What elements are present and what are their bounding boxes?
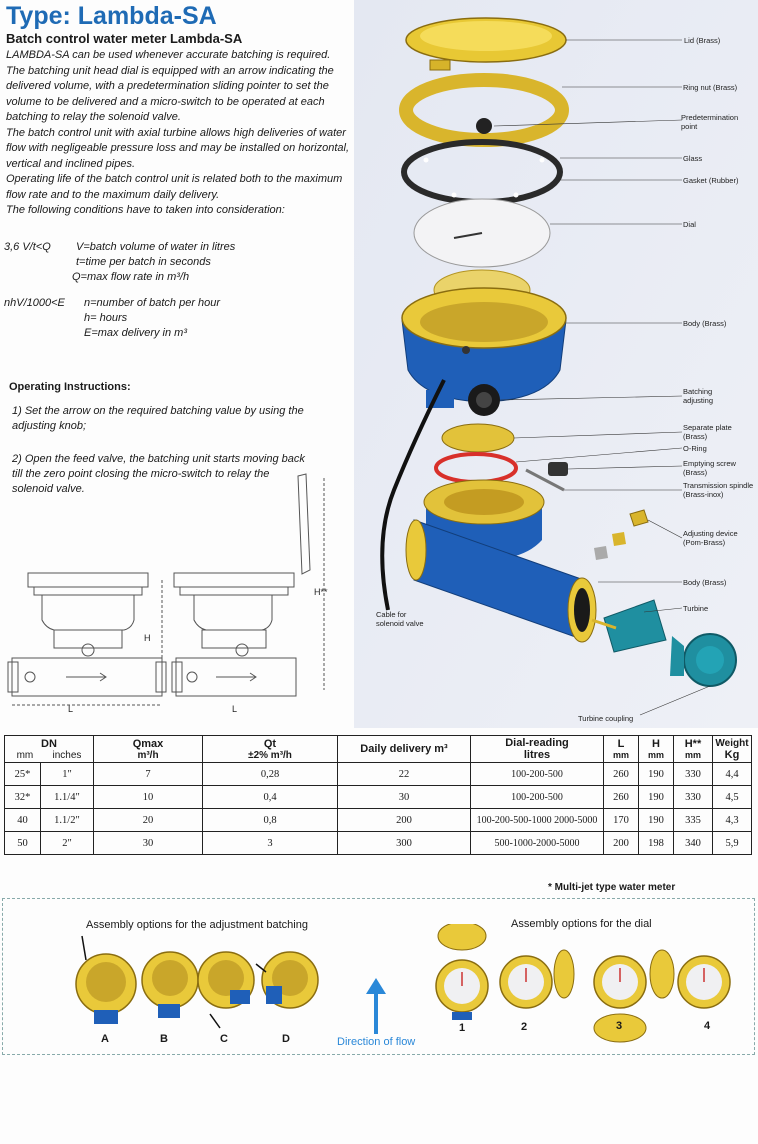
part-label-ring-nut: Ring nut (Brass) (683, 83, 738, 92)
adjustment-option-label: D (282, 1033, 290, 1045)
operating-title: Operating Instructions: (9, 381, 131, 393)
dial-option-label: 4 (704, 1020, 711, 1032)
intro-text (6, 48, 356, 219)
technical-drawing (6, 470, 346, 720)
table-cell-h: 190 (639, 786, 674, 809)
col-qt-unit: ±2% m³/h (248, 749, 292, 761)
adjustment-option-label: C (220, 1033, 228, 1045)
table-cell-mm: 50 (5, 832, 41, 855)
col-dn-inches: inches (52, 749, 82, 761)
flow-arrow (366, 978, 386, 1034)
table-cell-mm: 32* (5, 786, 41, 809)
formula-2-def: n=number of batch per hour (84, 297, 221, 309)
adjustment-option-label: A (101, 1033, 109, 1045)
drawing-label-h-star: H** (314, 587, 328, 597)
table-cell-kg: 4,4 (713, 763, 752, 786)
part-label-transmission: Transmission spindle (Brass-inox) (683, 481, 754, 499)
table-row (5, 832, 752, 855)
spec-table (4, 735, 752, 855)
col-h-label: H (652, 738, 660, 750)
part-label-glass: Glass (683, 154, 703, 163)
adjustment-option-d (256, 952, 318, 1008)
col-dn (5, 736, 94, 763)
table-cell-hh: 330 (674, 786, 713, 809)
table-cell-qmax: 30 (94, 832, 203, 855)
assembly-options-illustration (60, 924, 740, 1044)
part-label-batching: Batching adjusting (683, 387, 714, 405)
table-cell-h: 190 (639, 809, 674, 832)
drawing-label-l: L (232, 704, 238, 714)
col-dn-mm: mm (16, 749, 34, 761)
part-label-separate-plate: Separate plate (Brass) (683, 423, 732, 441)
dial-option-label: 3 (616, 1020, 623, 1032)
col-h (639, 736, 674, 763)
table-cell-mm: 25* (5, 763, 41, 786)
dial-options-title: Assembly options for the dial (511, 918, 652, 930)
table-cell-hh: 335 (674, 809, 713, 832)
dial-option-2 (500, 950, 574, 1008)
col-hh (674, 736, 713, 763)
col-l (604, 736, 639, 763)
formula-1-def: V=batch volume of water in litres (76, 241, 236, 253)
intro-paragraph: Operating life of the batch control unit is related both to the maximum flow rate and to the maximum daily delivery. (6, 173, 343, 201)
drawing-label-l: L (68, 704, 74, 714)
table-cell-daily: 22 (338, 763, 471, 786)
table-cell-h: 198 (639, 832, 674, 855)
part-label-turbine: Turbine (683, 604, 709, 613)
table-cell-h: 190 (639, 763, 674, 786)
col-qt-label: Qt (263, 737, 277, 750)
drawing-label-h: H (144, 633, 151, 643)
dial-option-label: 2 (521, 1021, 528, 1033)
part-label-dial: Dial (683, 220, 696, 229)
intro-paragraph: The batch control unit with axial turbine allows high deliveries of water flow with negligeable pressure loss and may be installed on horizontal, vertical and inclined pipes. (6, 126, 350, 170)
table-cell-kg: 4,5 (713, 786, 752, 809)
col-h-unit: mm (647, 750, 664, 760)
col-l-unit: mm (612, 750, 629, 760)
table-cell-inches: 1.1/2" (40, 809, 93, 832)
part-label-adjusting-device: Adjusting device (Pom-Brass) (683, 529, 738, 547)
table-header-row (5, 736, 752, 763)
table-note: * Multi-jet type water meter (548, 882, 676, 893)
table-cell-qt: 0,8 (203, 809, 338, 832)
formula-1-def: t=time per batch in seconds (76, 256, 211, 268)
formula-2-expr: nhV/1000<E (4, 297, 65, 309)
intro-paragraph: LAMBDA-SA can be used whenever accurate batching is required. (6, 49, 331, 61)
col-dn-label: DN (41, 737, 57, 750)
dial-option-4 (650, 950, 730, 1008)
table-cell-l: 170 (604, 809, 639, 832)
table-row (5, 786, 752, 809)
part-label-body-top: Body (Brass) (683, 319, 727, 328)
col-dial-unit: litres (523, 749, 551, 761)
part-label-lid: Lid (Brass) (684, 36, 721, 45)
table-cell-qt: 3 (203, 832, 338, 855)
table-cell-kg: 5,9 (713, 832, 752, 855)
table-cell-mm: 40 (5, 809, 41, 832)
col-dial-label: Dial-reading (505, 737, 569, 749)
col-qmax-label: Qmax (132, 737, 164, 750)
part-label-body-bottom: Body (Brass) (683, 578, 727, 587)
flow-direction-label: Direction of flow (337, 1036, 416, 1048)
formula-2-def: h= hours (84, 312, 128, 324)
table-cell-daily: 30 (338, 786, 471, 809)
table-cell-qmax: 7 (94, 763, 203, 786)
table-cell-inches: 1.1/4" (40, 786, 93, 809)
col-weight-unit: Kg (724, 748, 740, 761)
col-daily-label: Daily delivery m³ (360, 743, 448, 755)
table-cell-inches: 1" (40, 763, 93, 786)
col-qmax-unit: m³/h (137, 749, 159, 761)
table-cell-qmax: 10 (94, 786, 203, 809)
adjustment-option-label: B (160, 1033, 168, 1045)
table-cell-hh: 330 (674, 763, 713, 786)
table-cell-inches: 2" (40, 832, 93, 855)
col-weight (713, 736, 752, 763)
table-cell-l: 260 (604, 763, 639, 786)
col-hh-unit: mm (684, 750, 701, 760)
col-qmax (94, 736, 203, 763)
adjustment-option-a (76, 936, 136, 1024)
col-daily (338, 736, 471, 763)
table-cell-dial: 100-200-500 (471, 786, 604, 809)
table-cell-dial: 100-200-500-1000 2000-5000 (471, 809, 604, 832)
table-cell-l: 200 (604, 832, 639, 855)
col-weight-label: Weight (715, 737, 749, 749)
page-title: Type: Lambda-SA (6, 2, 217, 30)
table-row (5, 763, 752, 786)
part-label-predetermination: Predetermination point (681, 113, 739, 131)
intro-paragraph: The following conditions have to taken into consideration: (6, 204, 285, 216)
dial-option-label: 1 (459, 1022, 466, 1034)
part-label-cable: Cable for solenoid valve (376, 610, 424, 628)
part-label-o-ring: O-Ring (683, 444, 707, 453)
col-hh-label: H** (684, 738, 702, 750)
formula-1-def: Q=max flow rate in m³/h (72, 271, 190, 283)
col-dial (471, 736, 604, 763)
page-subtitle: Batch control water meter Lambda-SA (6, 31, 243, 46)
col-qt (203, 736, 338, 763)
table-cell-l: 260 (604, 786, 639, 809)
part-label-emptying-screw: Emptying screw (Brass) (683, 459, 736, 477)
table-cell-hh: 340 (674, 832, 713, 855)
adjustment-option-c (198, 952, 254, 1028)
adjustment-options-title: Assembly options for the adjustment batching (86, 919, 308, 931)
table-cell-daily: 300 (338, 832, 471, 855)
table-cell-kg: 4,3 (713, 809, 752, 832)
formula-1-expr: 3,6 V/t<Q (4, 241, 51, 253)
dial-option-1 (436, 924, 488, 1020)
table-cell-dial: 100-200-500 (471, 763, 604, 786)
operating-step-2: 2) Open the feed valve, the batching unit starts moving back till the zero point closing the micro-switch to relay the solenoid valve. (12, 453, 305, 495)
table-row (5, 809, 752, 832)
table-cell-qt: 0,28 (203, 763, 338, 786)
adjustment-option-b (142, 952, 198, 1018)
intro-paragraph: The batching unit head dial is equipped with an arrow indicating the delivered volume, with a predetermination sliding pointer to set the volume to be delivered and a micro-switch to be operated at each batching to relay the solenoid valve. (6, 64, 334, 123)
operating-step-1: 1) Set the arrow on the required batching value by using the adjusting knob; (12, 405, 304, 432)
table-cell-daily: 200 (338, 809, 471, 832)
table-cell-qmax: 20 (94, 809, 203, 832)
part-label-gasket: Gasket (Rubber) (683, 176, 739, 185)
part-label-turbine-coupling: Turbine coupling (578, 714, 634, 723)
table-cell-dial: 500-1000-2000-5000 (471, 832, 604, 855)
formula-2-def: E=max delivery in m³ (84, 327, 188, 339)
table-cell-qt: 0,4 (203, 786, 338, 809)
col-l-label: L (617, 738, 625, 750)
